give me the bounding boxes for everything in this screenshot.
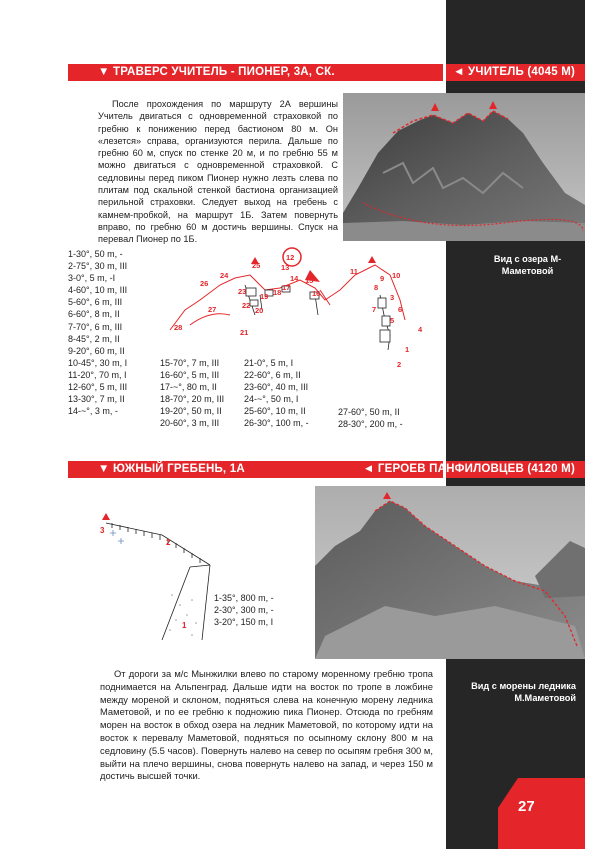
photo-mountain: [315, 486, 585, 659]
pitch-item: 3-20°, 150 m, I: [214, 617, 274, 628]
pitch-item: 2-75°, 30 m, III: [68, 261, 128, 272]
route-topo-2: [92, 505, 232, 650]
pitch-item: 1-35°, 800 m, -: [214, 593, 274, 603]
topo-label: 22: [242, 301, 251, 310]
pitch-item: 1-30°, 50 m, -: [68, 249, 123, 259]
pitch-legend-col3: [244, 357, 309, 430]
section-header-south-ridge: [68, 461, 585, 478]
pitch-item: 17-~°, 80 m, II: [160, 382, 217, 393]
header-divider: [443, 64, 446, 81]
peak-title: ◄ УЧИТЕЛЬ (4045 М): [453, 66, 575, 78]
section-header-traverse: [68, 64, 585, 81]
photo-caption-2: Вид с морены ледника М.Маметовой: [471, 681, 576, 703]
route-description: После прохождения по маршруту 2А вершины Учитель двигаться с одновременной страховкой по гребню к понижению перед бастионом 80 м. Он «лезется» справа, организуются перила. Дальше по гребню 60 м, спуск по стенке 20 м, и по гребню 55 м можно двигаться с одновременной страховкой. С седловины перед пиком Пионер нужно лезть слева по плитам под скальной стенкой бастиона организацией перильной страховки. Следует выход на гребень с камнем-пробкой, на маршрут 1Б. Затем повернуть вправо, по гребню 60 м достичь вершины. Спуск на перевал Пионер по 1Б.: [98, 99, 338, 245]
topo-label: 13: [281, 263, 290, 272]
pitch-item: 26-30°, 100 m, -: [244, 418, 309, 429]
pitch-item: 9-20°, 60 m, II: [68, 345, 125, 356]
peak-title: ◄ ГЕРОЕВ ПАНФИЛОВЦЕВ (4120 М): [362, 463, 575, 475]
pitch-item: 22-60°, 6 m, II: [244, 370, 301, 381]
topo-label: 1: [405, 345, 410, 354]
topo-label: 2: [397, 360, 402, 369]
pitch-item: 7-70°, 6 m, III: [68, 321, 123, 332]
photo-caption-1: Вид с озера М-Маметовой: [493, 254, 562, 276]
topo-label: 11: [350, 267, 358, 276]
topo-label: 2: [166, 538, 171, 547]
topo-label: 4: [418, 325, 423, 334]
pitch-item: 13-30°, 7 m, II: [68, 394, 125, 405]
route-title: ▼ ЮЖНЫЙ ГРЕБЕНЬ, 1А: [98, 463, 245, 475]
topo-label: 21: [240, 328, 249, 337]
topo-label: 14: [290, 274, 299, 283]
pitch-item: 6-60°, 8 m, II: [68, 309, 120, 320]
topo-label: 3: [390, 293, 395, 302]
topo-label: 27: [208, 305, 217, 314]
topo-label: 1: [182, 621, 187, 630]
peak-photo-uchitel: [343, 93, 585, 241]
route-title: ▼ ТРАВЕРС УЧИТЕЛЬ - ПИОНЕР, 3А, СК.: [98, 66, 335, 78]
topo-label: 9: [380, 274, 385, 283]
pitch-item: 14-~°, 3 m, -: [68, 406, 118, 417]
pitch-item: 16-60°, 5 m, III: [160, 370, 220, 381]
pitch-item: 19-20°, 50 m, II: [160, 406, 222, 417]
pitch-legend-col2: [160, 357, 224, 430]
topo-label: 5: [390, 316, 395, 325]
topo-label: 18: [273, 288, 282, 297]
page-number: 27: [518, 798, 535, 815]
pitch-legend-col4: [338, 406, 403, 430]
pitch-item: 8-45°, 2 m, II: [68, 333, 120, 344]
pitch-item: 24-~°, 50 m, I: [244, 394, 299, 405]
topo-label: 23: [238, 287, 247, 296]
pitch-item: 2-30°, 300 m, -: [214, 605, 274, 616]
pitch-item: 27-60°, 50 m, II: [338, 407, 400, 417]
pitch-item: 12-60°, 5 m, III: [68, 382, 128, 393]
peak-photo-panfilovtsev: [315, 486, 585, 659]
pitch-item: 5-60°, 6 m, III: [68, 297, 123, 308]
topo-label: 17: [282, 283, 291, 292]
topo-label: 24: [220, 271, 229, 280]
topo-label: 16: [312, 289, 321, 298]
topo-label: 25: [252, 261, 261, 270]
topo-label: 12: [286, 253, 295, 262]
topo-label: 3: [100, 526, 105, 535]
pitch-legend-col1: [68, 248, 127, 417]
topo-label: 28: [174, 323, 183, 332]
route-description: От дороги за м/с Мынжилки влево по старому моренному гребню тропа поднимается на Альпенград. Дальше идти на восток по тропе в ложбине между мореной и склоном, подняться слева на конечную морену ледника Маметовой, и по ее гребню к подножию пика Пионер. Отсюда по гребням морен на восток в обход озера на ледник Маметовой, по которому идти на восток к перевалу Маметовой, подняться по осыпному склону 800 м на седловину (5.5 часов). Повернуть налево на север по осыпям гребня 300 м, выйти на плечо вершины, снова повернуть налево на запад, и через 150 м достичь высшей точки.: [100, 668, 433, 782]
pitch-item: 4-60°, 10 m, III: [68, 285, 128, 296]
topo-label: 6: [398, 305, 403, 314]
topo-label: 7: [372, 305, 377, 314]
pitch-item: 21-0°, 5 m, I: [244, 358, 294, 368]
photo-mountain: [343, 93, 585, 241]
topo-label: 8: [374, 283, 379, 292]
topo-label: 15: [305, 276, 314, 285]
pitch-item: 23-60°, 40 m, III: [244, 382, 309, 393]
pitch-item: 10-45°, 30 m, I: [68, 357, 128, 368]
pitch-item: 15-70°, 7 m, III: [160, 358, 220, 368]
topo-label: 10: [392, 271, 401, 280]
page-corner: [498, 778, 585, 849]
pitch-item: 20-60°, 3 m, III: [160, 418, 220, 429]
topo-label: 19: [260, 292, 269, 301]
pitch-item: 25-60°, 10 m, II: [244, 406, 306, 417]
pitch-item: 18-70°, 20 m, III: [160, 394, 225, 405]
pitch-item: 28-30°, 200 m, -: [338, 419, 403, 430]
topo-label: 26: [200, 279, 209, 288]
pitch-item: 11-20°, 70 m, I: [68, 369, 127, 380]
topo-label: 20: [255, 306, 264, 315]
pitch-legend-section2: [214, 592, 274, 628]
pitch-item: 3-0°, 5 m, -I: [68, 273, 116, 284]
